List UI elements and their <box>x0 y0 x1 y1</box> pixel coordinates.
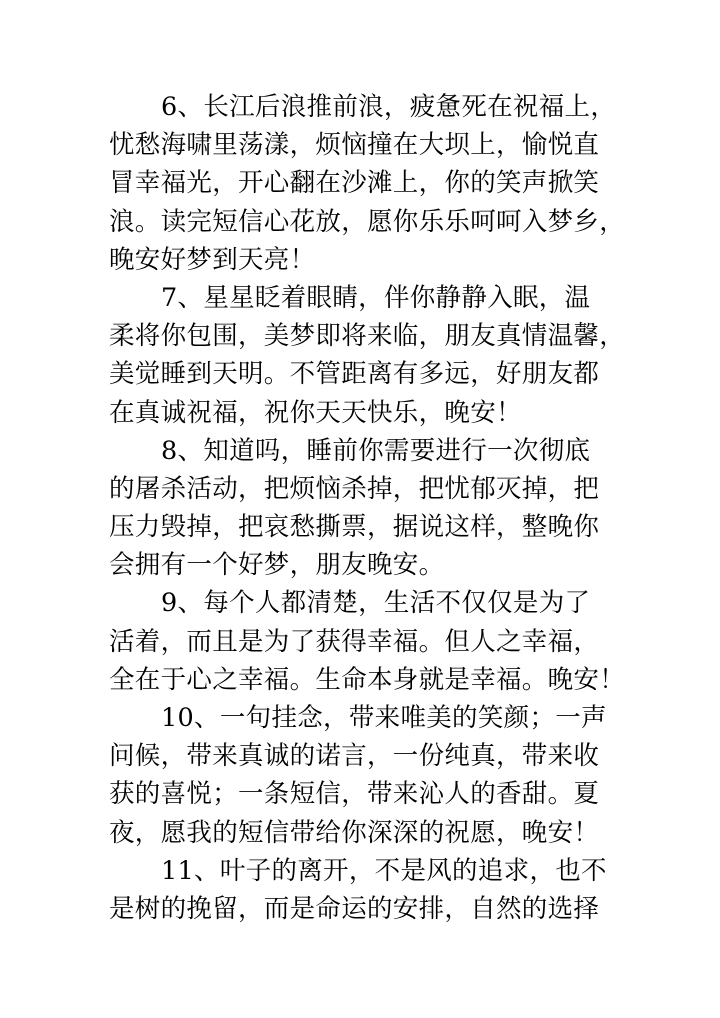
paragraph-6-line-5: 晚安好梦到天亮！ <box>109 244 316 275</box>
paragraph-6-line-1: 6、长江后浪推前浪，疲惫死在祝福上， <box>161 92 617 122</box>
paragraph-8-line-4: 会拥有一个好梦，朋友晚安。 <box>109 550 445 581</box>
paragraph-9-line-3: 全在于心之幸福。生命本身就是幸福。晚安！ <box>109 664 626 695</box>
paragraph-7-line-1: 7、星星眨着眼睛，伴你静静入眠，温 <box>161 282 591 313</box>
paragraph-8-line-3: 压力毁掉，把哀愁撕票，据说这样，整晚你 <box>109 512 600 543</box>
paragraph-10-line-4: 夜，愿我的短信带给你深深的祝愿，晚安！ <box>109 817 600 848</box>
paragraph-11-line-2: 是树的挽留，而是命运的安排，自然的选择 <box>109 893 600 924</box>
paragraph-10-line-3: 获的喜悦；一条短信，带来沁人的香甜。夏 <box>109 779 600 810</box>
paragraph-11-line-1: 11、叶子的离开，不是风的追求，也不 <box>161 855 607 886</box>
paragraph-10-line-2: 问候，带来真诚的诺言，一份纯真，带来收 <box>109 741 600 772</box>
document-body <box>109 88 629 928</box>
paragraph-6-line-4: 浪。读完短信心花放，愿你乐乐呵呵入梦乡， <box>109 206 626 237</box>
paragraph-6-line-3: 冒幸福光，开心翻在沙滩上，你的笑声掀笑 <box>109 168 600 199</box>
paragraph-9-line-1: 9、每个人都清楚，生活不仅仅是为了 <box>161 588 591 619</box>
paragraph-6-line-2: 忧愁海啸里荡漾，烦恼撞在大坝上，愉悦直 <box>109 130 600 161</box>
paragraph-9-line-2: 活着，而且是为了获得幸福。但人之幸福， <box>109 626 600 657</box>
paragraph-8-line-1: 8、知道吗，睡前你需要进行一次彻底 <box>161 435 591 466</box>
paragraph-7-line-2: 柔将你包围，美梦即将来临，朋友真情温馨， <box>109 321 626 352</box>
paragraph-7-line-3: 美觉睡到天明。不管距离有多远，好朋友都 <box>109 359 600 390</box>
paragraph-7-line-4: 在真诚祝福，祝你天天快乐，晚安！ <box>109 397 522 428</box>
paragraph-10-line-1: 10、一句挂念，带来唯美的笑颜；一声 <box>161 703 607 733</box>
paragraph-8-line-2: 的屠杀活动，把烦恼杀掉，把忧郁灭掉，把 <box>109 473 600 504</box>
